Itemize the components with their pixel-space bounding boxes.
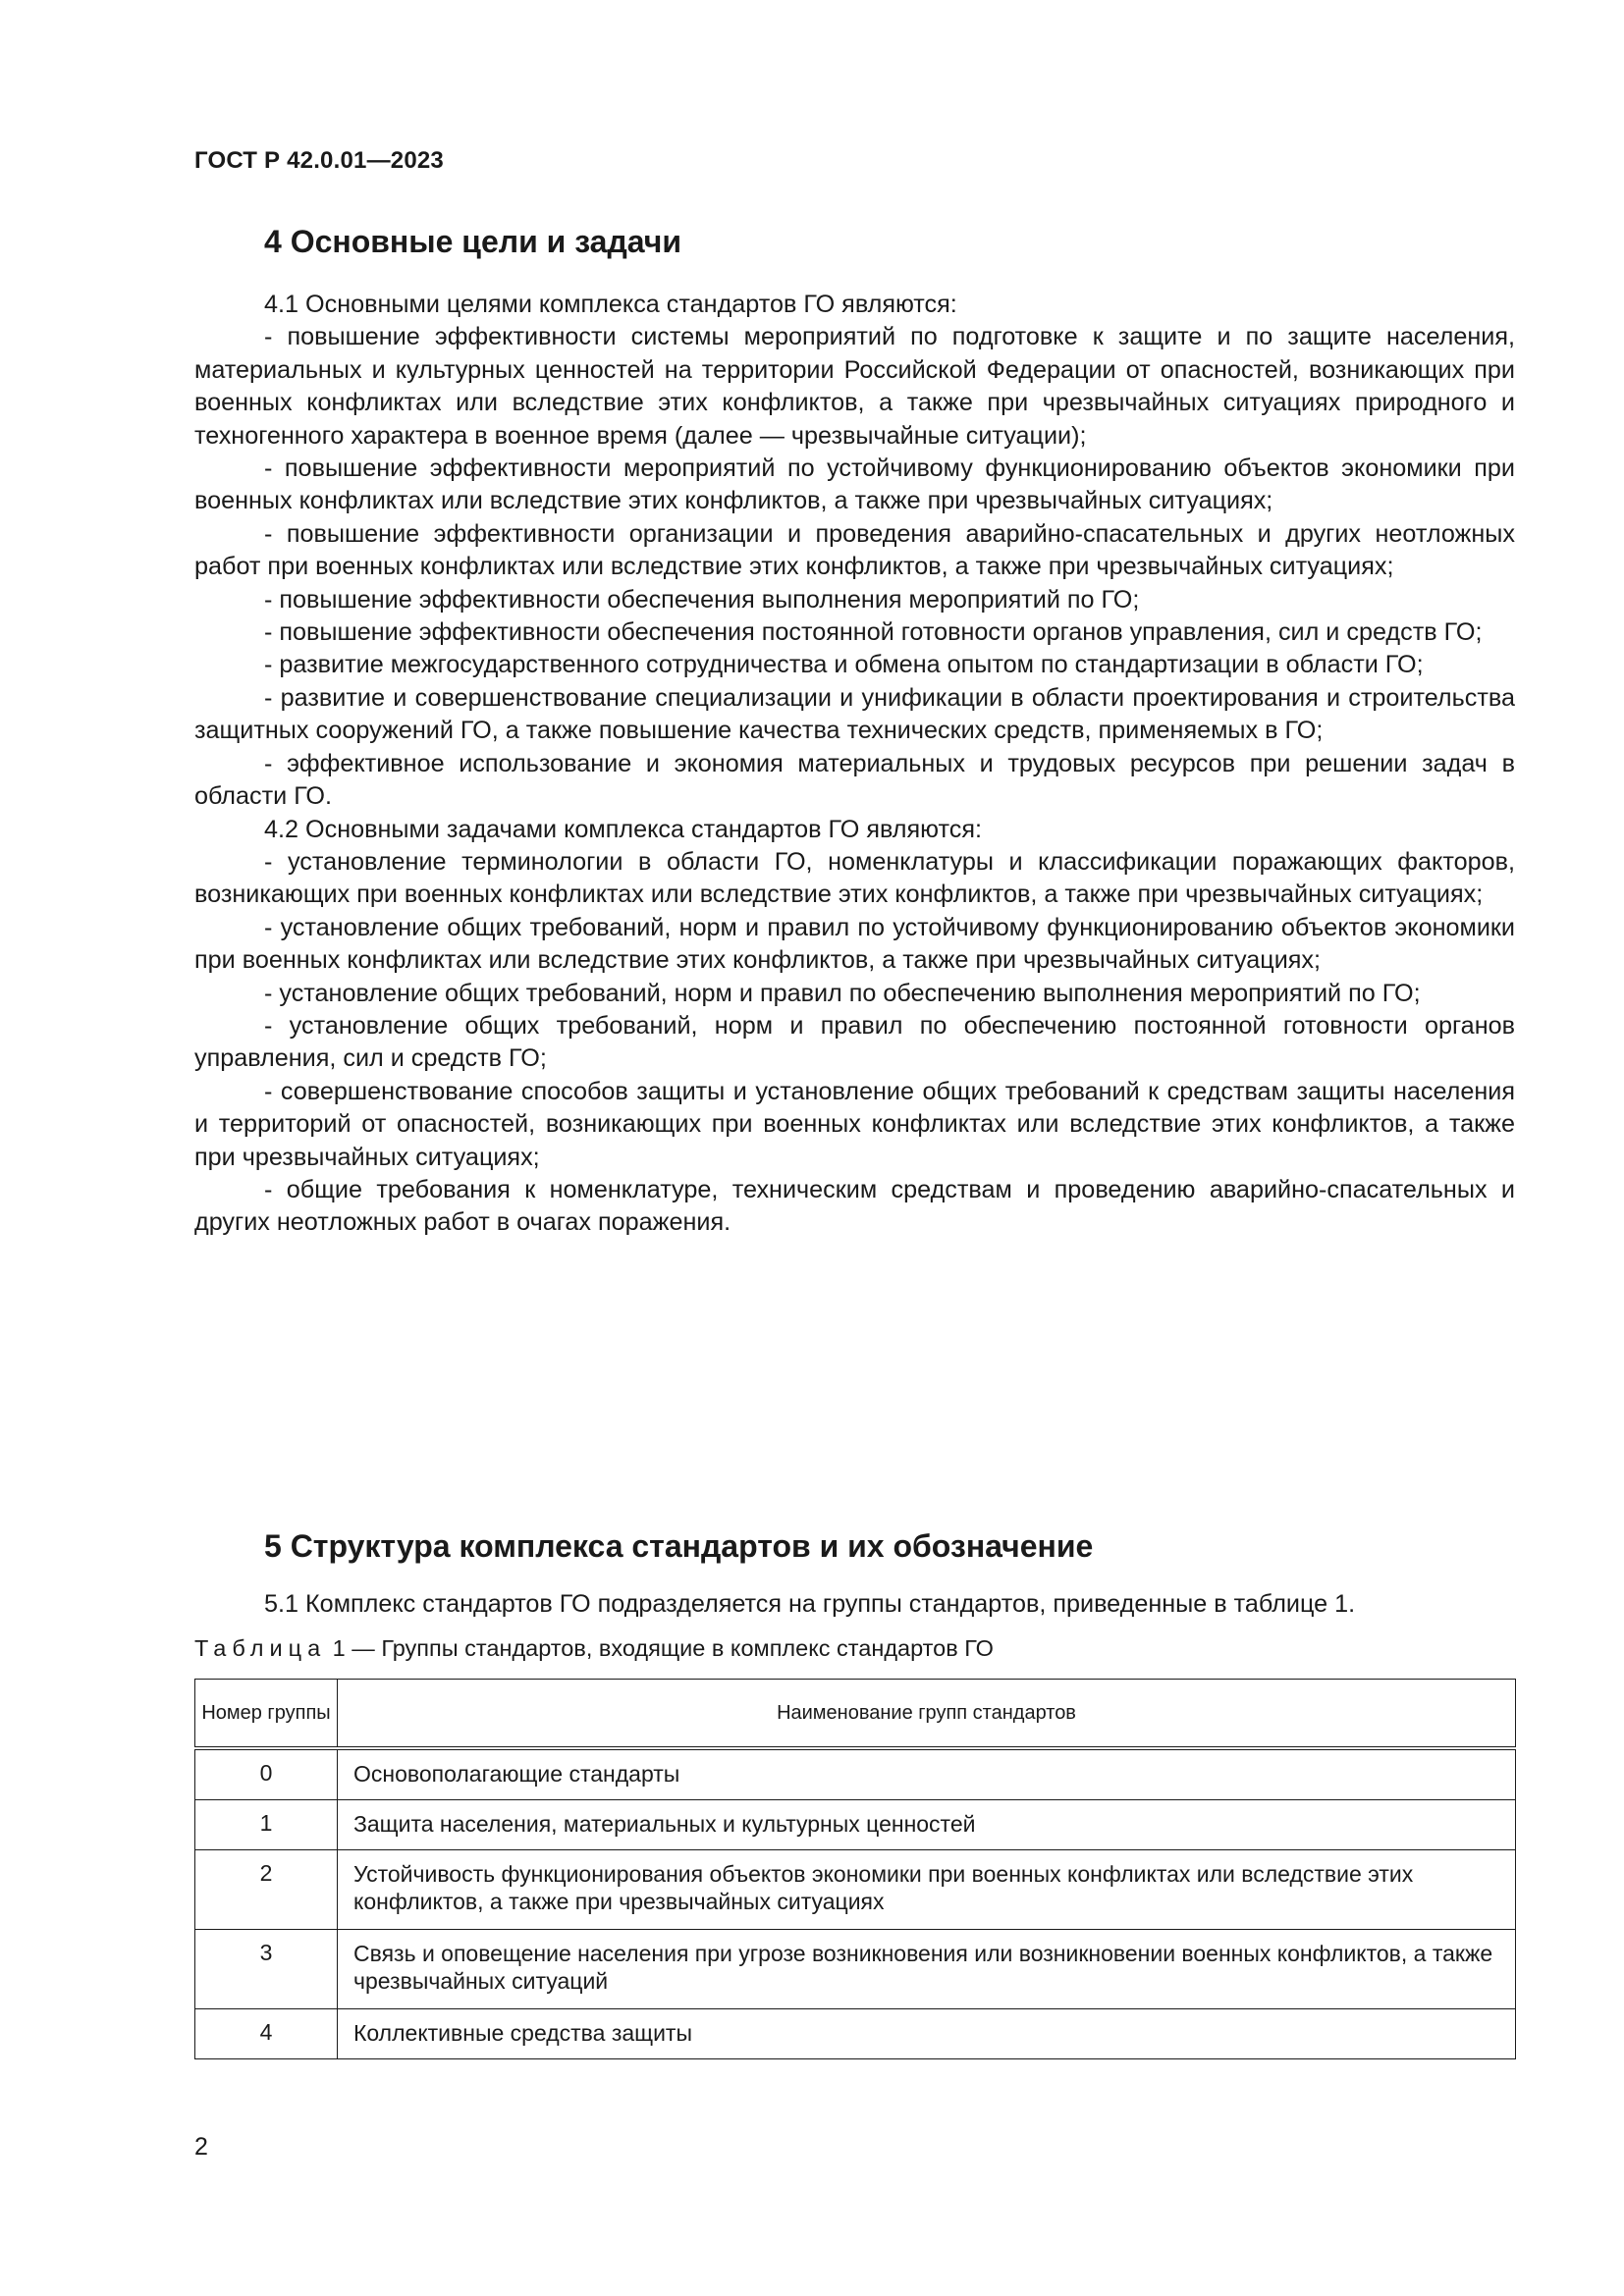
section-5-title: 5 Структура комплекса стандартов и их обозначение: [264, 1528, 1094, 1564]
group-name: Коллективные средства защиты: [338, 2009, 1516, 2059]
table-row: [195, 1930, 1516, 2009]
table-caption-text: 1 — Группы стандартов, входящие в комплекс стандартов ГО: [326, 1635, 994, 1661]
document-header: ГОСТ Р 42.0.01—2023: [194, 147, 444, 174]
paragraph: 4.1 Основными целями комплекса стандартов ГО являются:: [264, 291, 957, 318]
list-item: - установление общих требований, норм и правил по обеспечению постоянной готовности органов управления, сил и средств ГО;: [194, 1011, 1515, 1073]
list-item: - установление общих требований, норм и правил по устойчивому функционированию объектов экономики при военных конфликтах или вследствие этих конфликтов, а также при чрезвычайных ситуациях;: [194, 913, 1515, 975]
group-name: Защита населения, материальных и культурных ценностей: [338, 1800, 1516, 1850]
list-item: - установление терминологии в области ГО, номенклатуры и классификации поражающих факторов, возникающих при военных конфликтах или вследствие этих конфликтов, а также при чрезвычайных ситуациях;: [194, 847, 1515, 909]
paragraph: 4.2 Основными задачами комплекса стандартов ГО являются:: [264, 815, 982, 843]
group-number: 1: [195, 1800, 338, 1850]
list-item: - эффективное использование и экономия материальных и трудовых ресурсов при решении задач в области ГО.: [194, 749, 1515, 811]
paragraph: 5.1 Комплекс стандартов ГО подразделяется на группы стандартов, приведенные в таблице 1.: [264, 1590, 1356, 1618]
list-item: - повышение эффективности обеспечения постоянной готовности органов управления, сил и средств ГО;: [264, 618, 1483, 647]
list-item: - общие требования к номенклатуре, техническим средствам и проведению аварийно-спасательных и других неотложных работ в очагах поражения.: [194, 1175, 1515, 1237]
section-4-title: 4 Основные цели и задачи: [264, 224, 682, 259]
table-row: [195, 1850, 1516, 1930]
table-caption-label: Таблица: [194, 1635, 327, 1661]
list-item: - повышение эффективности системы мероприятий по подготовке к защите и по защите населения, материальных и культурных ценностей на территории Российской Федерации от опасностей, возникающих при военных конфликтах или вследствие этих конфликтов, а также при чрезвычайных ситуациях природного и техногенного характера в военное время (далее — чрезвычайные ситуации);: [194, 323, 1515, 450]
column-header-number: Номер группы: [195, 1680, 338, 1749]
standards-groups-table: [194, 1679, 1516, 2059]
list-item: - совершенствование способов защиты и установление общих требований к средствам защиты населения и территорий от опасностей, возникающих при военных конфликтах или вследствие этих конфликтов, а также при чрезвычайных ситуациях;: [194, 1077, 1515, 1171]
list-item: - развитие межгосударственного сотрудничества и обмена опытом по стандартизации в области ГО;: [264, 651, 1424, 679]
list-item: - повышение эффективности обеспечения выполнения мероприятий по ГО;: [264, 585, 1140, 614]
list-item: - развитие и совершенствование специализации и унификации в области проектирования и строительства защитных сооружений ГО, а также повышение качества технических средств, применяемых в ГО;: [194, 683, 1515, 745]
list-item: - установление общих требований, норм и правил по обеспечению выполнения мероприятий по ГО;: [264, 979, 1421, 1007]
list-item: - повышение эффективности мероприятий по устойчивому функционированию объектов экономики при военных конфликтах или вследствие этих конфликтов, а также при чрезвычайных ситуациях;: [194, 454, 1515, 515]
table-row: [195, 1748, 1516, 1800]
group-name: Основополагающие стандарты: [338, 1748, 1516, 1800]
table-row: [195, 1800, 1516, 1850]
table-row: [195, 2009, 1516, 2059]
group-number: 2: [195, 1850, 338, 1930]
group-number: 4: [195, 2009, 338, 2059]
column-header-name: Наименование групп стандартов: [338, 1680, 1516, 1749]
group-number: 0: [195, 1748, 338, 1800]
group-name: Устойчивость функционирования объектов экономики при военных конфликтах или вследствие этих конфликтов, а также при чрезвычайных ситуациях: [338, 1850, 1516, 1930]
page-number: 2: [194, 2133, 208, 2161]
table-caption: [194, 1635, 994, 1662]
list-item: - повышение эффективности организации и проведения аварийно-спасательных и других неотложных работ при военных конфликтах или вследствие этих конфликтов, а также при чрезвычайных ситуациях;: [194, 519, 1515, 581]
section-5-body: [194, 1588, 1515, 1621]
group-number: 3: [195, 1930, 338, 2009]
section-4-body: [194, 289, 1515, 1240]
group-name: Связь и оповещение населения при угрозе возникновения или возникновении военных конфликтов, а также чрезвычайных ситуаций: [338, 1930, 1516, 2009]
table-header-row: [195, 1680, 1516, 1749]
